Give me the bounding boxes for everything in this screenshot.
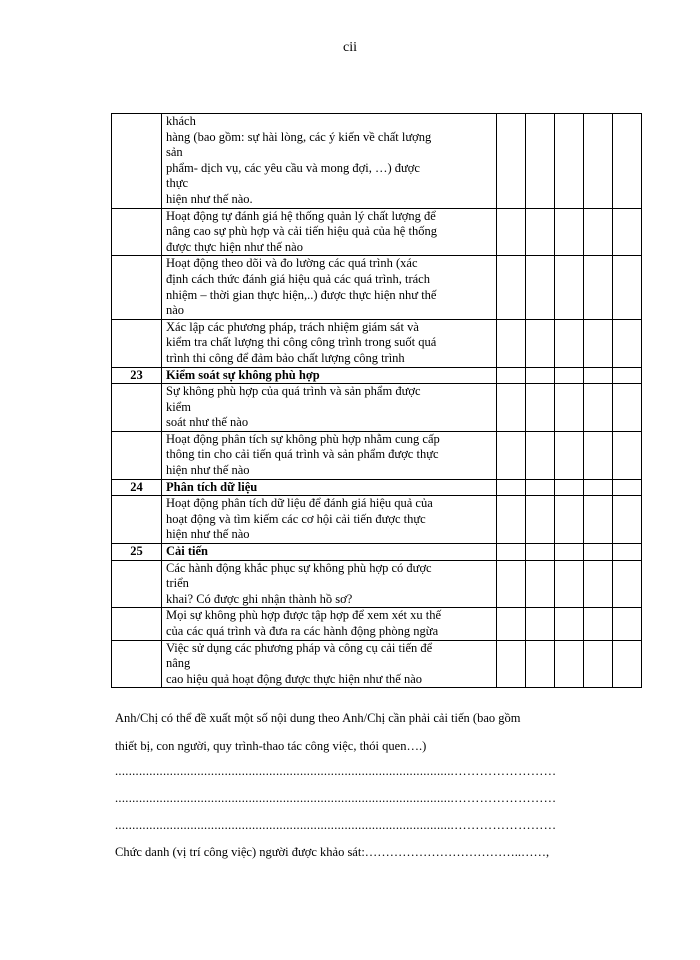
answer-line: ...................................................................................................…………………… bbox=[115, 764, 557, 778]
text-line: Các hành động khắc phục sự không phù hợp có được bbox=[166, 560, 432, 575]
text-line: được thực hiện như thế nào bbox=[166, 239, 303, 254]
section-number bbox=[112, 496, 162, 544]
text-line: Kiểm soát sự không phù hợp bbox=[166, 367, 320, 382]
text-line: khai? Có được ghi nhận thành hồ sơ? bbox=[166, 591, 353, 606]
rating-cell[interactable] bbox=[555, 544, 584, 561]
text-line: Hoạt động theo dõi và đo lường các quá trình (xác bbox=[166, 256, 418, 271]
rating-cell[interactable] bbox=[584, 431, 613, 479]
criterion-row bbox=[112, 114, 642, 209]
text-line: nâng bbox=[166, 656, 191, 671]
text-line: soát như thế nào bbox=[166, 415, 249, 430]
rating-cell[interactable] bbox=[613, 431, 642, 479]
rating-cell[interactable] bbox=[584, 479, 613, 496]
text-line: nâng cao sự phù hợp và cải tiến hiệu quả của hệ thống bbox=[166, 224, 437, 239]
rating-cell[interactable] bbox=[555, 640, 584, 688]
text-line: sản bbox=[166, 145, 183, 160]
criterion-text bbox=[162, 496, 497, 544]
rating-cell[interactable] bbox=[497, 496, 526, 544]
rating-cell[interactable] bbox=[526, 208, 555, 256]
section-number: 25 bbox=[112, 544, 162, 561]
rating-cell[interactable] bbox=[555, 608, 584, 640]
rating-cell[interactable] bbox=[613, 256, 642, 319]
rating-cell[interactable] bbox=[526, 431, 555, 479]
text-line: trình thi công để đảm bảo chất lượng công trình bbox=[166, 350, 405, 365]
criterion-row bbox=[112, 384, 642, 432]
criterion-text bbox=[162, 640, 497, 688]
section-number bbox=[112, 560, 162, 608]
section-number bbox=[112, 114, 162, 209]
rating-cell[interactable] bbox=[613, 560, 642, 608]
rating-cell[interactable] bbox=[613, 319, 642, 367]
section-number: 23 bbox=[112, 367, 162, 384]
section-heading-row bbox=[112, 479, 642, 496]
criterion-row bbox=[112, 496, 642, 544]
rating-cell[interactable] bbox=[584, 256, 613, 319]
rating-cell[interactable] bbox=[497, 367, 526, 384]
text-line: nào bbox=[166, 303, 185, 318]
rating-cell[interactable] bbox=[497, 256, 526, 319]
text-line: Hoạt động tự đánh giá hệ thống quản lý chất lượng để bbox=[166, 208, 436, 223]
survey-table bbox=[111, 113, 642, 688]
text-line: nhiệm – thời gian thực hiện,..) được thực hiện như thế bbox=[166, 287, 437, 302]
criterion-text bbox=[162, 256, 497, 319]
page-number: cii bbox=[343, 40, 357, 55]
criterion-text bbox=[162, 319, 497, 367]
text-line: hoạt động và tìm kiếm các cơ hội cải tiến được thực bbox=[166, 511, 426, 526]
rating-cell[interactable] bbox=[584, 114, 613, 209]
text-line: kiểm bbox=[166, 399, 191, 414]
section-number bbox=[112, 319, 162, 367]
rating-cell[interactable] bbox=[555, 208, 584, 256]
rating-cell[interactable] bbox=[526, 608, 555, 640]
text-line: hàng (bao gồm: sự hài lòng, các ý kiến về chất lượng bbox=[166, 129, 432, 144]
section-number bbox=[112, 640, 162, 688]
text-line: Hoạt động phân tích sự không phù hợp nhằm cung cấp bbox=[166, 431, 440, 446]
criterion-row bbox=[112, 640, 642, 688]
text-line: triển bbox=[166, 576, 189, 591]
criterion-row bbox=[112, 431, 642, 479]
criterion-text bbox=[162, 384, 497, 432]
section-title bbox=[162, 544, 497, 561]
rating-cell[interactable] bbox=[613, 208, 642, 256]
text-line: hiện như thế nào bbox=[166, 527, 250, 542]
rating-cell[interactable] bbox=[526, 114, 555, 209]
rating-cell[interactable] bbox=[526, 544, 555, 561]
text-line: hiện như thế nào bbox=[166, 463, 250, 478]
rating-cell[interactable] bbox=[497, 384, 526, 432]
rating-cell[interactable] bbox=[613, 544, 642, 561]
text-line: Phân tích dữ liệu bbox=[166, 479, 258, 494]
rating-cell[interactable] bbox=[555, 560, 584, 608]
text-line: định cách thức đánh giá hiệu quả các quá trình, trách bbox=[166, 271, 430, 286]
text-line: Hoạt động phân tích dữ liệu để đánh giá hiệu quả của bbox=[166, 496, 433, 511]
answer-line: ...................................................................................................…………………… bbox=[115, 791, 557, 805]
criterion-row bbox=[112, 256, 642, 319]
rating-cell[interactable] bbox=[613, 496, 642, 544]
section-number bbox=[112, 608, 162, 640]
criterion-text bbox=[162, 560, 497, 608]
text-line: Việc sử dụng các phương pháp và công cụ cải tiến để bbox=[166, 640, 433, 655]
rating-cell[interactable] bbox=[613, 384, 642, 432]
rating-cell[interactable] bbox=[584, 319, 613, 367]
rating-cell[interactable] bbox=[584, 208, 613, 256]
rating-cell[interactable] bbox=[497, 479, 526, 496]
text-line: phẩm- dịch vụ, các yêu cầu và mong đợi, …) được bbox=[166, 160, 420, 175]
text-line: hiện như thế nào. bbox=[166, 191, 253, 206]
rating-cell[interactable] bbox=[613, 479, 642, 496]
text-line: thông tin cho cải tiến quá trình và sản phẩm được thực bbox=[166, 447, 439, 462]
suggestion-prompt-line-2: thiết bị, con người, quy trình-thao tác công việc, thói quen….) bbox=[115, 739, 427, 753]
rating-cell[interactable] bbox=[555, 256, 584, 319]
rating-cell[interactable] bbox=[584, 640, 613, 688]
rating-cell[interactable] bbox=[555, 319, 584, 367]
rating-cell[interactable] bbox=[584, 560, 613, 608]
section-number: 24 bbox=[112, 479, 162, 496]
rating-cell[interactable] bbox=[555, 367, 584, 384]
text-line: cao hiệu quả hoạt động được thực hiện như thế nào bbox=[166, 671, 423, 686]
rating-cell[interactable] bbox=[555, 384, 584, 432]
rating-cell[interactable] bbox=[526, 256, 555, 319]
rating-cell[interactable] bbox=[555, 431, 584, 479]
text-line: Xác lập các phương pháp, trách nhiệm giám sát và bbox=[166, 319, 419, 334]
criterion-row bbox=[112, 208, 642, 256]
rating-cell[interactable] bbox=[497, 208, 526, 256]
rating-cell[interactable] bbox=[526, 384, 555, 432]
rating-cell[interactable] bbox=[555, 496, 584, 544]
text-line: Mọi sự không phù hợp được tập hợp để xem xét xu thế bbox=[166, 608, 442, 623]
rating-cell[interactable] bbox=[497, 431, 526, 479]
rating-cell[interactable] bbox=[526, 319, 555, 367]
criterion-text bbox=[162, 114, 497, 209]
answer-line: ...................................................................................................…………………… bbox=[115, 818, 557, 832]
section-heading-row bbox=[112, 544, 642, 561]
text-line: Cải tiến bbox=[166, 544, 209, 559]
section-number bbox=[112, 256, 162, 319]
section-number bbox=[112, 431, 162, 479]
section-title bbox=[162, 479, 497, 496]
section-number bbox=[112, 208, 162, 256]
rating-cell[interactable] bbox=[526, 479, 555, 496]
rating-cell[interactable] bbox=[555, 114, 584, 209]
rating-cell[interactable] bbox=[526, 560, 555, 608]
rating-cell[interactable] bbox=[497, 640, 526, 688]
rating-cell[interactable] bbox=[526, 496, 555, 544]
text-line: thực bbox=[166, 176, 189, 191]
text-line: của các quá trình và đưa ra các hành động phòng ngừa bbox=[166, 624, 439, 638]
rating-cell[interactable] bbox=[555, 479, 584, 496]
rating-cell[interactable] bbox=[526, 640, 555, 688]
rating-cell[interactable] bbox=[584, 496, 613, 544]
rating-cell[interactable] bbox=[613, 640, 642, 688]
suggestion-prompt-line-1: Anh/Chị có thể đề xuất một số nội dung theo Anh/Chị cần phải cải tiến (bao gồm bbox=[115, 711, 521, 725]
criterion-row bbox=[112, 560, 642, 608]
section-title bbox=[162, 367, 497, 384]
rating-cell[interactable] bbox=[584, 384, 613, 432]
rating-cell[interactable] bbox=[497, 608, 526, 640]
criterion-text bbox=[162, 431, 497, 479]
criterion-text bbox=[162, 608, 497, 640]
respondent-title-prompt: Chức danh (vị trí công việc) người được khảo sát:………………………………..……, bbox=[115, 845, 550, 859]
section-heading-row bbox=[112, 367, 642, 384]
rating-cell[interactable] bbox=[497, 114, 526, 209]
criterion-text bbox=[162, 208, 497, 256]
rating-cell[interactable] bbox=[497, 560, 526, 608]
rating-cell[interactable] bbox=[613, 367, 642, 384]
text-line: kiểm tra chất lượng thi công công trình trong suốt quá bbox=[166, 335, 437, 350]
rating-cell[interactable] bbox=[497, 319, 526, 367]
text-line: khách bbox=[166, 114, 196, 128]
criterion-row bbox=[112, 608, 642, 640]
rating-cell[interactable] bbox=[584, 367, 613, 384]
rating-cell[interactable] bbox=[613, 114, 642, 209]
text-line: Sự không phù hợp của quá trình và sản phẩm được bbox=[166, 384, 421, 399]
rating-cell[interactable] bbox=[526, 367, 555, 384]
rating-cell[interactable] bbox=[613, 608, 642, 640]
rating-cell[interactable] bbox=[497, 544, 526, 561]
rating-cell[interactable] bbox=[584, 544, 613, 561]
rating-cell[interactable] bbox=[584, 608, 613, 640]
section-number bbox=[112, 384, 162, 432]
criterion-row bbox=[112, 319, 642, 367]
